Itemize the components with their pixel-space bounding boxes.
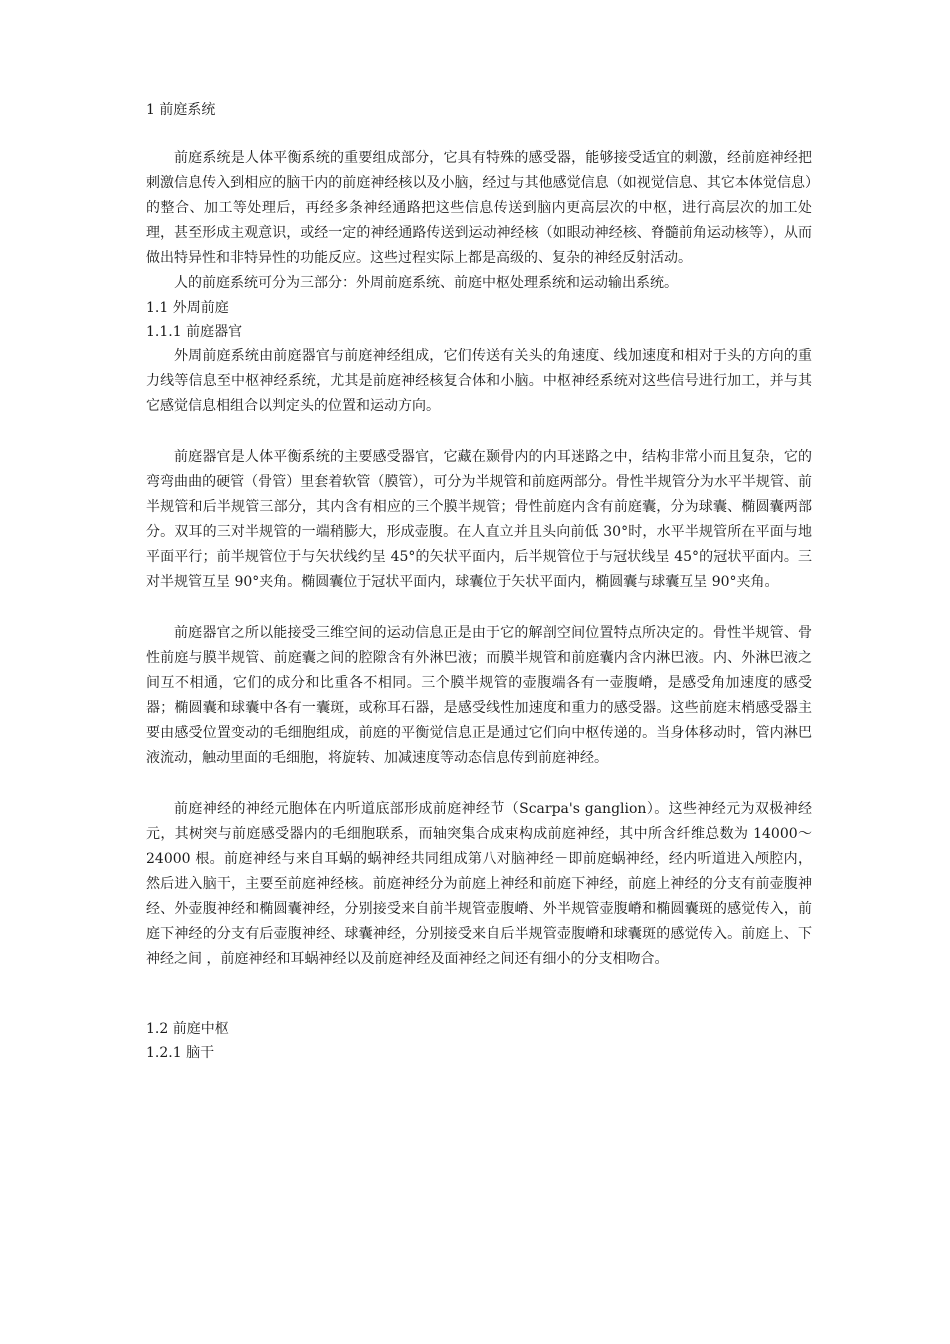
spacer [146,771,812,797]
spacer [146,595,812,621]
paragraph-vestibular-parts: 人的前庭系统可分为三部分：外周前庭系统、前庭中枢处理系统和运动输出系统。 [174,275,678,291]
spacer [146,419,812,445]
section-heading-1-2: 1.2 前庭中枢 [146,1021,229,1037]
paragraph-vestibular-organ-structure: 前庭器官是人体平衡系统的主要感受器官，它藏在颞骨内的内耳迷路之中，结构非常小而且复杂，它的弯弯曲曲的硬管（骨管）里套着软管（膜管），可分为半规管和前庭两部分。骨性半规管分为水平半规管、前半规管和后半规管三部分，其内含有相应的三个膜半规管；骨性前庭内含有前庭囊，分为球囊、椭圆囊两部分。双耳的三对半规管的一端稍膨大，形成壶腹。在人直立并且头向前低 30°时，水平半规管所在平面与地平面平行；前半规管位于与矢状线约呈 45°的矢状平面内，后半规管位于与冠状线呈 45°的冠状平面内。三对半规管互呈 90°夹角。椭圆囊位于冠状平面内，球囊位于矢状平面内，椭圆囊与球囊互呈 90°夹角。 [146,449,812,590]
section-heading-1-2-1: 1.2.1 脑干 [146,1045,215,1061]
spacer [146,972,812,1017]
paragraph-peripheral-vestibular: 外周前庭系统由前庭器官与前庭神经组成，它们传送有关头的角速度、线加速度和相对于头的方向的重力线等信息至中枢神经系统，尤其是前庭神经核复合体和小脑。中枢神经系统对这些信号进行加工，并与其它感觉信息相组合以判定头的位置和运动方向。 [146,348,812,414]
document-page [146,98,812,1065]
paragraph-vestibular-organ-function: 前庭器官之所以能接受三维空间的运动信息正是由于它的解剖空间位置特点所决定的。骨性半规管、骨性前庭与膜半规管、前庭囊之间的腔隙含有外淋巴液；而膜半规管和前庭囊内含内淋巴液。内、外淋巴液之间互不相通，它们的成分和比重各不相同。三个膜半规管的壶腹端各有一壶腹嵴，是感受角加速度的感受器；椭圆囊和球囊中各有一囊斑，或称耳石器，是感受线性加速度和重力的感受器。这些前庭末梢感受器主要由感受位置变动的毛细胞组成，前庭的平衡觉信息正是通过它们向中枢传递的。当身体移动时，管内淋巴液流动，触动里面的毛细胞，将旋转、加减速度等动态信息传到前庭神经。 [146,625,812,766]
spacer [146,122,812,146]
paragraph-vestibular-overview: 前庭系统是人体平衡系统的重要组成部分，它具有特殊的感受器，能够接受适宜的刺激，经前庭神经把刺激信息传入到相应的脑干内的前庭神经核以及小脑，经过与其他感觉信息（如视觉信息、其它本体觉信息）的整合、加工等处理后，再经多条神经通路把这些信息传送到脑内更高层次的中枢，进行高层次的加工处理，甚至形成主观意识，或经一定的神经通路传送到运动神经核（如眼动神经核、脊髓前角运动核等），从而做出特异性和非特异性的功能反应。这些过程实际上都是高级的、复杂的神经反射活动。 [146,150,812,266]
section-heading-1-1: 1.1 外周前庭 [146,300,229,316]
section-heading-1: 1 前庭系统 [146,102,216,118]
section-heading-1-1-1: 1.1.1 前庭器官 [146,324,243,340]
paragraph-vestibular-nerve: 前庭神经的神经元胞体在内听道底部形成前庭神经节（Scarpa's ganglion）。这些神经元为双极神经元，其树突与前庭感受器内的毛细胞联系，而轴突集合成束构成前庭神经，其中所含纤维总数为 14000～24000 根。前庭神经与来自耳蜗的蜗神经共同组成第八对脑神经－即前庭蜗神经，经内听道进入颅腔内， 然后进入脑干，主要至前庭神经核。前庭神经分为前庭上神经和前庭下神经，前庭上神经的分支有前壶腹神经、外壶腹神经和椭圆囊神经，分别接受来自前半规管壶腹嵴、外半规管壶腹嵴和椭圆囊斑的感觉传入，前庭下神经的分支有后壶腹神经、球囊神经，分别接受来自后半规管壶腹嵴和球囊斑的感觉传入。前庭上、下神经之间 ，前庭神经和耳蜗神经以及前庭神经及面神经之间还有细小的分支相吻合。 [146,801,812,967]
